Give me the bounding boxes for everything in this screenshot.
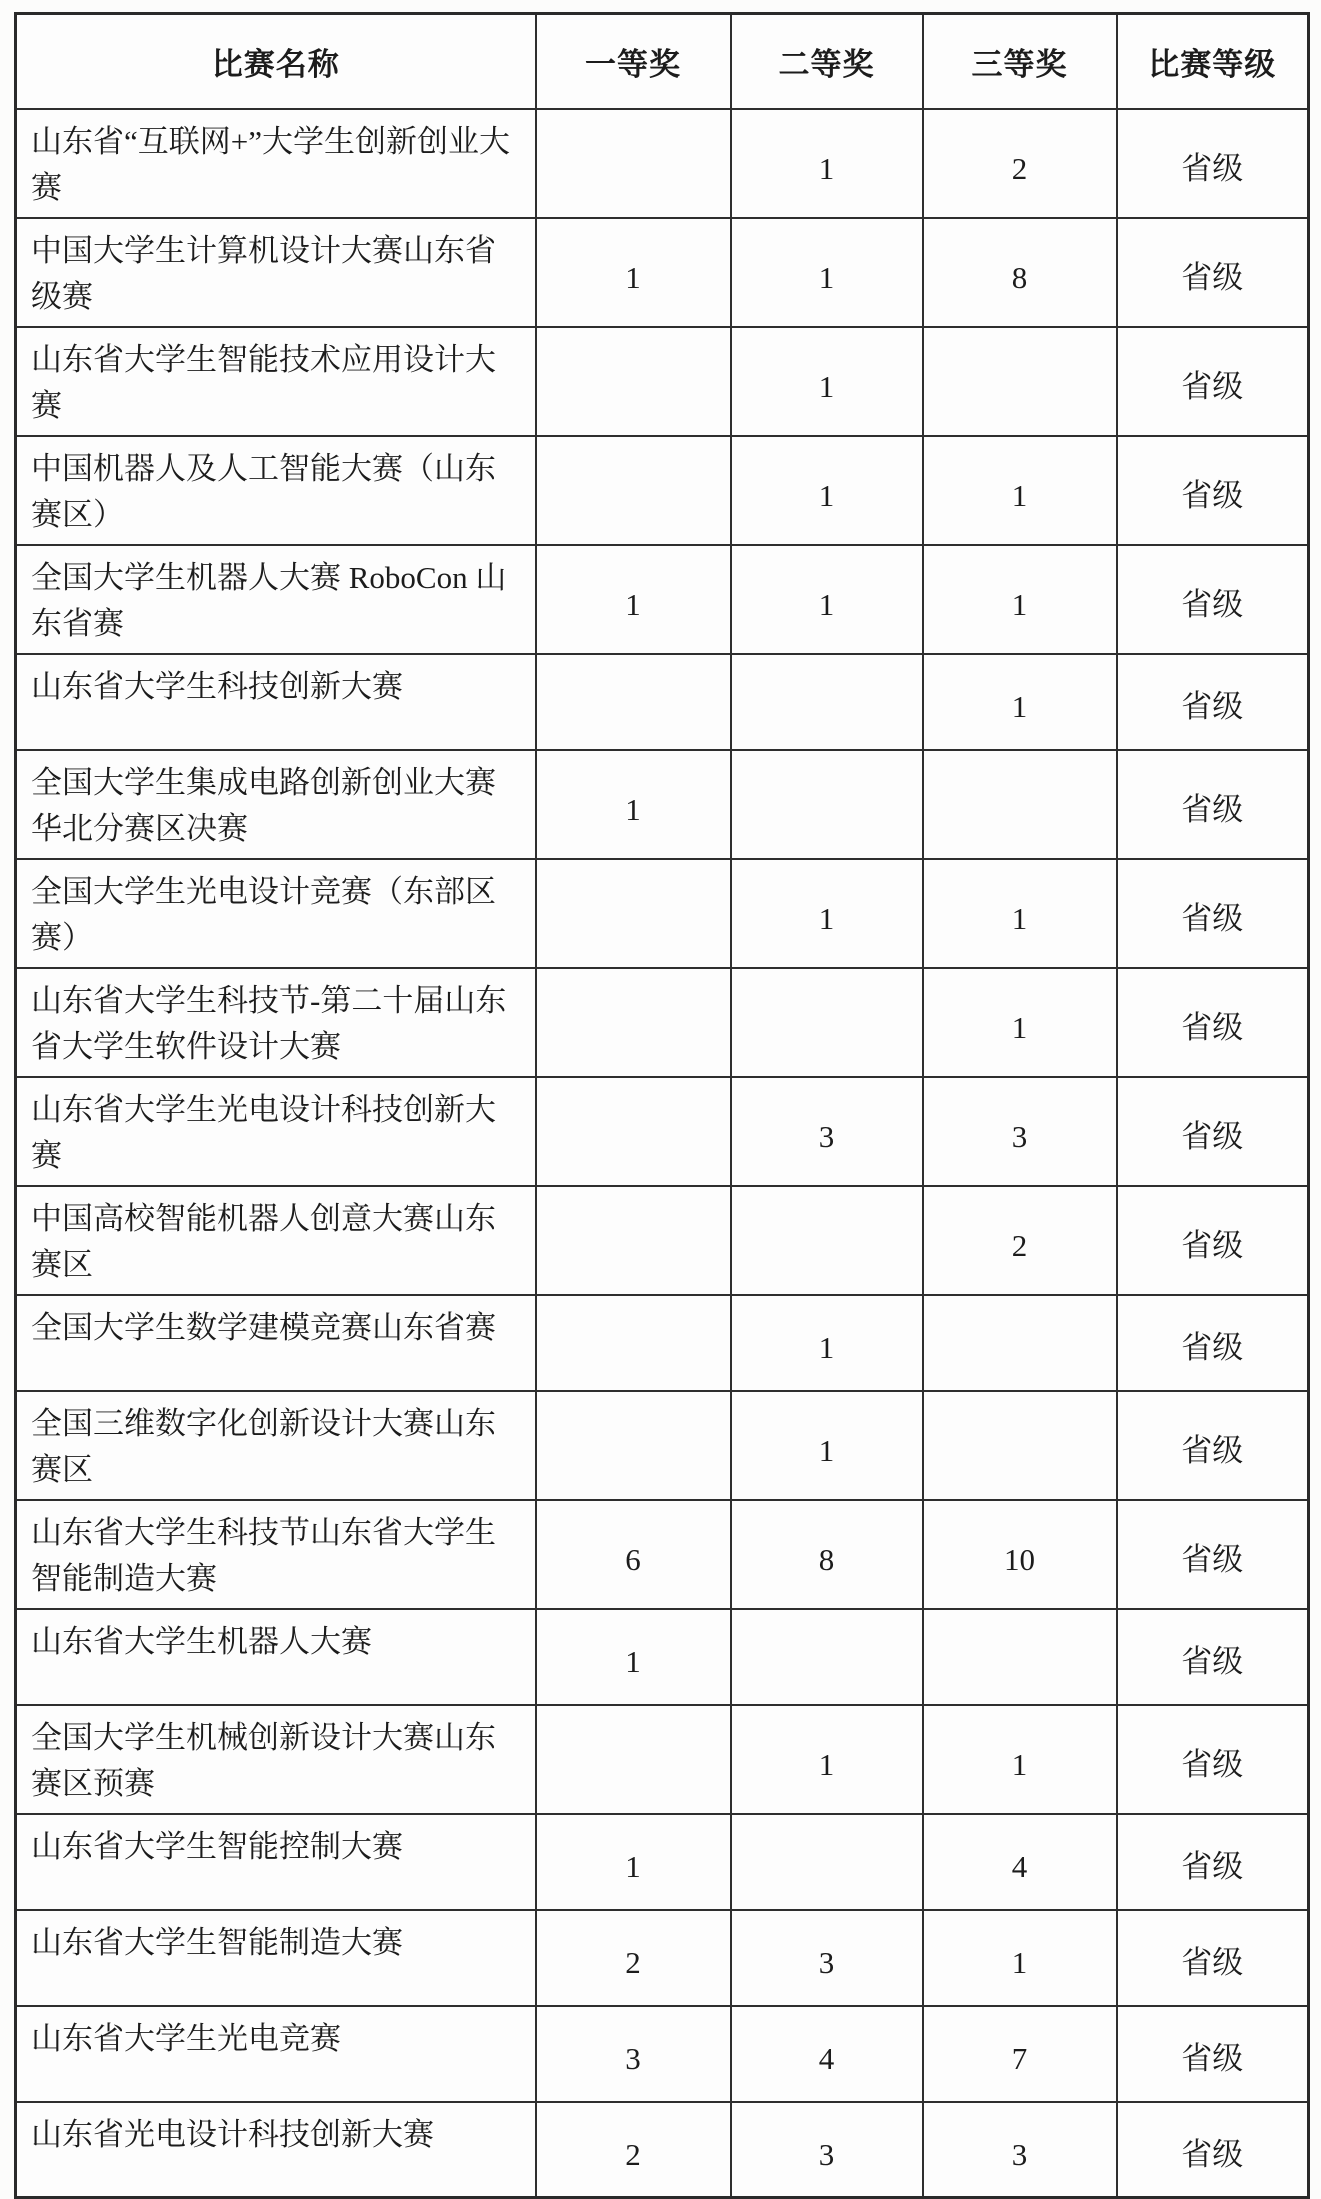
level-cell: 省级 bbox=[1117, 1814, 1309, 1910]
first-prize-cell: 1 bbox=[536, 545, 731, 654]
level-cell: 省级 bbox=[1117, 750, 1309, 859]
competition-name-cell: 全国三维数字化创新设计大赛山东赛区 bbox=[16, 1391, 536, 1500]
table-row bbox=[16, 1500, 1309, 1609]
third-prize-cell: 1 bbox=[923, 654, 1117, 750]
competition-name-cell: 全国大学生数学建模竞赛山东省赛 bbox=[16, 1295, 536, 1391]
second-prize-cell: 1 bbox=[731, 859, 923, 968]
table-row bbox=[16, 1186, 1309, 1295]
third-prize-cell: 1 bbox=[923, 436, 1117, 545]
first-prize-cell: 1 bbox=[536, 1814, 731, 1910]
first-prize-cell bbox=[536, 436, 731, 545]
third-prize-cell: 7 bbox=[923, 2006, 1117, 2102]
competition-name-cell: 中国高校智能机器人创意大赛山东赛区 bbox=[16, 1186, 536, 1295]
header-row bbox=[16, 14, 1309, 109]
level-cell: 省级 bbox=[1117, 1391, 1309, 1500]
level-cell: 省级 bbox=[1117, 436, 1309, 545]
level-cell: 省级 bbox=[1117, 218, 1309, 327]
table-row bbox=[16, 1910, 1309, 2006]
table-row bbox=[16, 1077, 1309, 1186]
first-prize-cell: 2 bbox=[536, 2102, 731, 2198]
level-cell: 省级 bbox=[1117, 545, 1309, 654]
competition-name-cell: 山东省大学生光电设计科技创新大赛 bbox=[16, 1077, 536, 1186]
level-cell: 省级 bbox=[1117, 654, 1309, 750]
first-prize-cell bbox=[536, 859, 731, 968]
competition-name-cell: 山东省大学生智能技术应用设计大赛 bbox=[16, 327, 536, 436]
second-prize-cell: 1 bbox=[731, 1705, 923, 1814]
first-prize-cell bbox=[536, 1077, 731, 1186]
competition-name-cell: 山东省大学生科技创新大赛 bbox=[16, 654, 536, 750]
table-row bbox=[16, 1295, 1309, 1391]
third-prize-cell: 3 bbox=[923, 2102, 1117, 2198]
competition-name-cell: 山东省大学生光电竞赛 bbox=[16, 2006, 536, 2102]
table-row bbox=[16, 2102, 1309, 2198]
third-prize-cell: 1 bbox=[923, 1910, 1117, 2006]
col-header-second-prize: 二等奖 bbox=[731, 14, 923, 109]
second-prize-cell: 1 bbox=[731, 1295, 923, 1391]
third-prize-cell bbox=[923, 750, 1117, 859]
third-prize-cell bbox=[923, 327, 1117, 436]
second-prize-cell bbox=[731, 1814, 923, 1910]
first-prize-cell bbox=[536, 1295, 731, 1391]
col-header-competition-level: 比赛等级 bbox=[1117, 14, 1309, 109]
competition-name-cell: 山东省大学生科技节-第二十届山东省大学生软件设计大赛 bbox=[16, 968, 536, 1077]
competition-name-cell: 全国大学生集成电路创新创业大赛华北分赛区决赛 bbox=[16, 750, 536, 859]
second-prize-cell: 3 bbox=[731, 2102, 923, 2198]
second-prize-cell: 1 bbox=[731, 1391, 923, 1500]
level-cell: 省级 bbox=[1117, 1609, 1309, 1705]
third-prize-cell bbox=[923, 1295, 1117, 1391]
third-prize-cell: 1 bbox=[923, 859, 1117, 968]
first-prize-cell: 2 bbox=[536, 1910, 731, 2006]
third-prize-cell: 3 bbox=[923, 1077, 1117, 1186]
competition-awards-table bbox=[14, 12, 1310, 2199]
col-header-first-prize: 一等奖 bbox=[536, 14, 731, 109]
first-prize-cell: 3 bbox=[536, 2006, 731, 2102]
level-cell: 省级 bbox=[1117, 1705, 1309, 1814]
first-prize-cell: 6 bbox=[536, 1500, 731, 1609]
second-prize-cell: 1 bbox=[731, 109, 923, 218]
table-row bbox=[16, 436, 1309, 545]
second-prize-cell: 1 bbox=[731, 327, 923, 436]
table-row bbox=[16, 545, 1309, 654]
second-prize-cell: 3 bbox=[731, 1910, 923, 2006]
second-prize-cell bbox=[731, 654, 923, 750]
level-cell: 省级 bbox=[1117, 327, 1309, 436]
first-prize-cell: 1 bbox=[536, 1609, 731, 1705]
competition-name-cell: 山东省大学生机器人大赛 bbox=[16, 1609, 536, 1705]
third-prize-cell: 1 bbox=[923, 545, 1117, 654]
third-prize-cell bbox=[923, 1391, 1117, 1500]
third-prize-cell bbox=[923, 1609, 1117, 1705]
second-prize-cell bbox=[731, 1186, 923, 1295]
table-row bbox=[16, 2006, 1309, 2102]
level-cell: 省级 bbox=[1117, 1186, 1309, 1295]
second-prize-cell: 4 bbox=[731, 2006, 923, 2102]
level-cell: 省级 bbox=[1117, 1077, 1309, 1186]
level-cell: 省级 bbox=[1117, 859, 1309, 968]
competition-name-cell: 全国大学生机械创新设计大赛山东赛区预赛 bbox=[16, 1705, 536, 1814]
competition-name-cell: 中国机器人及人工智能大赛（山东赛区） bbox=[16, 436, 536, 545]
table-row bbox=[16, 968, 1309, 1077]
col-header-competition-name: 比赛名称 bbox=[16, 14, 536, 109]
third-prize-cell: 4 bbox=[923, 1814, 1117, 1910]
third-prize-cell: 1 bbox=[923, 1705, 1117, 1814]
first-prize-cell bbox=[536, 654, 731, 750]
second-prize-cell: 1 bbox=[731, 545, 923, 654]
third-prize-cell: 10 bbox=[923, 1500, 1117, 1609]
third-prize-cell: 2 bbox=[923, 1186, 1117, 1295]
first-prize-cell bbox=[536, 327, 731, 436]
second-prize-cell bbox=[731, 968, 923, 1077]
table-row bbox=[16, 327, 1309, 436]
table-row bbox=[16, 109, 1309, 218]
level-cell: 省级 bbox=[1117, 1500, 1309, 1609]
table-row bbox=[16, 1391, 1309, 1500]
competition-name-cell: 山东省大学生科技节山东省大学生智能制造大赛 bbox=[16, 1500, 536, 1609]
table-body bbox=[16, 109, 1309, 2198]
level-cell: 省级 bbox=[1117, 1295, 1309, 1391]
second-prize-cell: 8 bbox=[731, 1500, 923, 1609]
document-page bbox=[14, 12, 1307, 2199]
competition-name-cell: 全国大学生光电设计竞赛（东部区赛） bbox=[16, 859, 536, 968]
first-prize-cell bbox=[536, 1186, 731, 1295]
first-prize-cell bbox=[536, 1391, 731, 1500]
first-prize-cell bbox=[536, 1705, 731, 1814]
second-prize-cell bbox=[731, 750, 923, 859]
first-prize-cell: 1 bbox=[536, 750, 731, 859]
level-cell: 省级 bbox=[1117, 968, 1309, 1077]
table-row bbox=[16, 1814, 1309, 1910]
first-prize-cell: 1 bbox=[536, 218, 731, 327]
first-prize-cell bbox=[536, 109, 731, 218]
level-cell: 省级 bbox=[1117, 1910, 1309, 2006]
table-row bbox=[16, 1705, 1309, 1814]
competition-name-cell: 中国大学生计算机设计大赛山东省级赛 bbox=[16, 218, 536, 327]
third-prize-cell: 2 bbox=[923, 109, 1117, 218]
third-prize-cell: 8 bbox=[923, 218, 1117, 327]
col-header-third-prize: 三等奖 bbox=[923, 14, 1117, 109]
table-row bbox=[16, 859, 1309, 968]
table-row bbox=[16, 750, 1309, 859]
table-row bbox=[16, 218, 1309, 327]
competition-name-cell: 全国大学生机器人大赛 RoboCon 山东省赛 bbox=[16, 545, 536, 654]
competition-name-cell: 山东省光电设计科技创新大赛 bbox=[16, 2102, 536, 2198]
level-cell: 省级 bbox=[1117, 2102, 1309, 2198]
competition-name-cell: 山东省大学生智能制造大赛 bbox=[16, 1910, 536, 2006]
third-prize-cell: 1 bbox=[923, 968, 1117, 1077]
table-row bbox=[16, 1609, 1309, 1705]
level-cell: 省级 bbox=[1117, 2006, 1309, 2102]
competition-name-cell: 山东省大学生智能控制大赛 bbox=[16, 1814, 536, 1910]
competition-name-cell: 山东省“互联网+”大学生创新创业大赛 bbox=[16, 109, 536, 218]
second-prize-cell: 1 bbox=[731, 218, 923, 327]
second-prize-cell: 3 bbox=[731, 1077, 923, 1186]
second-prize-cell bbox=[731, 1609, 923, 1705]
first-prize-cell bbox=[536, 968, 731, 1077]
table-row bbox=[16, 654, 1309, 750]
level-cell: 省级 bbox=[1117, 109, 1309, 218]
second-prize-cell: 1 bbox=[731, 436, 923, 545]
